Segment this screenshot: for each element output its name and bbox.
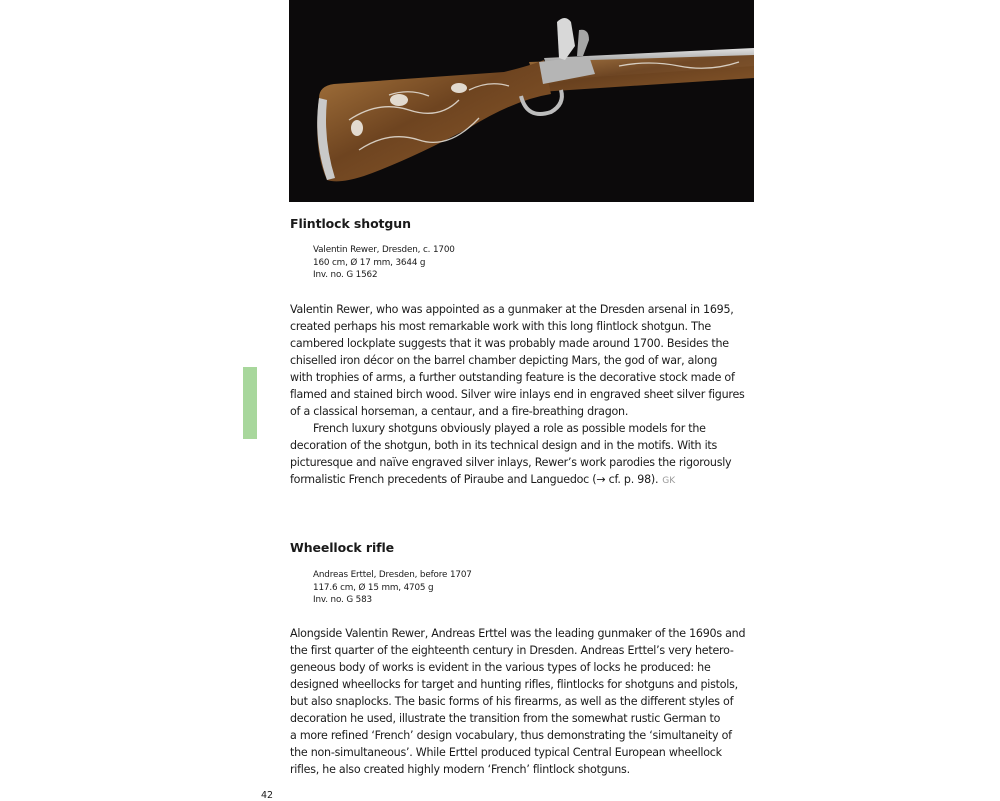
body-line: flamed and stained birch wood. Silver wire inlays end in engraved sheet silver figures: [290, 388, 745, 401]
dimensions: 160 cm, Ø 17 mm, 3644 g: [313, 257, 426, 268]
body-line: French luxury shotguns obviously played a role as possible models for the: [313, 422, 706, 435]
entry-body-flintlock: [290, 301, 745, 490]
body-line: Alongside Valentin Rewer, Andreas Erttel was the leading gunmaker of the 1690s and: [290, 627, 746, 640]
dimensions: 117.6 cm, Ø 15 mm, 4705 g: [313, 582, 434, 593]
body-line: picturesque and naïve engraved silver inlays, Rewer’s work parodies the rigorously: [290, 456, 732, 469]
object-metadata-wheellock: [313, 569, 472, 607]
body-line: designed wheellocks for target and hunting rifles, flintlocks for shotguns and pistols,: [290, 678, 738, 691]
maker-and-date: Andreas Erttel, Dresden, before 1707: [313, 570, 472, 580]
inventory-number: Inv. no. G 583: [313, 595, 372, 605]
body-line: cambered lockplate suggests that it was probably made around 1700. Besides the: [290, 337, 729, 350]
body-line: created perhaps his most remarkable work with this long flintlock shotgun. The: [290, 320, 711, 333]
inventory-number: Inv. no. G 1562: [313, 270, 378, 280]
body-line: rifles, he also created highly modern ‘French’ flintlock shotguns.: [290, 763, 630, 776]
maker-and-date: Valentin Rewer, Dresden, c. 1700: [313, 245, 455, 255]
entry-title-wheellock-rifle: Wheellock rifle: [290, 540, 395, 555]
margin-accent-bar: [243, 367, 257, 439]
body-line: chiselled iron décor on the barrel chamber depicting Mars, the god of war, along: [290, 354, 718, 367]
body-line-text: formalistic French precedents of Piraube and Languedoc (→ cf. p. 98).: [290, 473, 659, 486]
body-line: decoration he used, illustrate the transition from the somewhat rustic German to: [290, 712, 721, 725]
entry-title-flintlock-shotgun: Flintlock shotgun: [290, 216, 411, 231]
body-line: Valentin Rewer, who was appointed as a gunmaker at the Dresden arsenal in 1695,: [290, 303, 734, 316]
entry-body-wheellock: [290, 625, 745, 778]
body-line: but also snaplocks. The basic forms of his firearms, as well as the different styles of: [290, 695, 734, 708]
author-initials: GK: [662, 476, 676, 486]
body-line: decoration of the shotgun, both in its technical design and in the motifs. With its: [290, 439, 718, 452]
page-number: 42: [261, 790, 274, 801]
flintlock-shotgun-photo: [289, 0, 754, 202]
body-line: geneous body of works is evident in the various types of locks he produced: he: [290, 661, 711, 674]
body-line: the non-simultaneous’. While Erttel produced typical Central European wheellock: [290, 746, 722, 759]
body-line: with trophies of arms, a further outstanding feature is the decorative stock made of: [290, 371, 735, 384]
object-metadata-flintlock: [313, 244, 455, 282]
body-line-last: [290, 471, 745, 490]
body-line: the first quarter of the eighteenth century in Dresden. Andreas Erttel’s very hetero-: [290, 644, 734, 657]
body-line: of a classical horseman, a centaur, and a fire-breathing dragon.: [290, 405, 629, 418]
shotgun-illustration: [289, 0, 754, 202]
body-line: a more refined ‘French’ design vocabulary, thus demonstrating the ‘simultaneity of: [290, 729, 732, 742]
